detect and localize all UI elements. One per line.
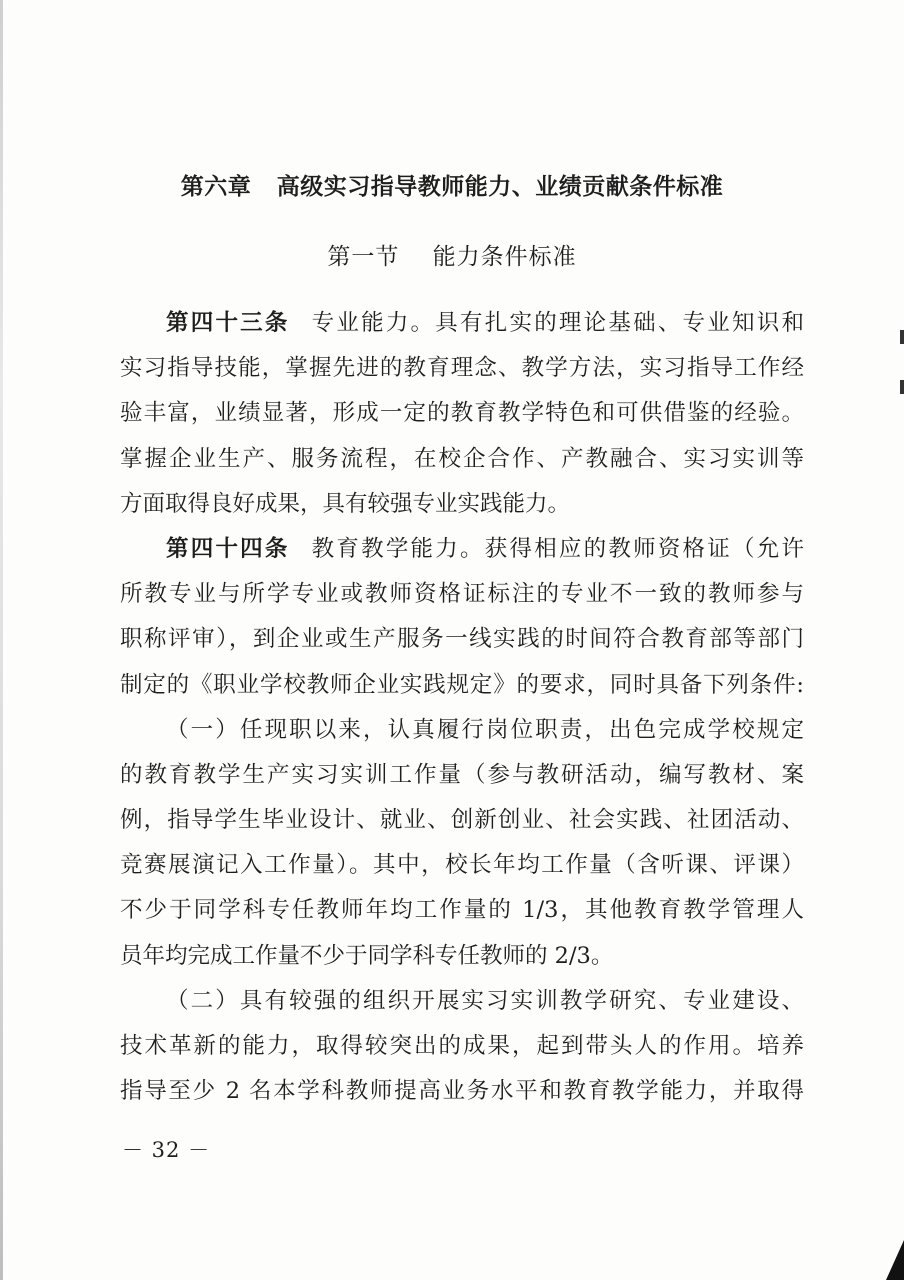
article-44-number: 第四十四条 bbox=[166, 535, 290, 562]
section-title: 第一节 能力条件标准 bbox=[327, 244, 577, 270]
article-44-line bbox=[120, 527, 804, 572]
paragraph-line: 竞赛展演记入工作量）。其中，校长年均工作量（含听课、评课） bbox=[120, 852, 804, 879]
paragraph-line: 的教育教学生产实习实训工作量（参与教研活动，编写教材、案 bbox=[120, 761, 804, 788]
paragraph-line: 技术革新的能力，取得较突出的成果，起到带头人的作用。培养 bbox=[120, 1033, 804, 1059]
paragraph-line: 职称评审），到企业或生产服务一线实践的时间符合教育部等部门 bbox=[120, 626, 804, 653]
scan-mark bbox=[900, 380, 904, 394]
document-body bbox=[120, 301, 804, 1114]
article-43-text: 专业能力。具有扎实的理论基础、专业知识和 bbox=[311, 310, 804, 336]
chapter-title: 第六章 高级实习指导教师能力、业绩贡献条件标准 bbox=[180, 174, 724, 200]
paragraph-line: 验丰富，业绩显著，形成一定的教育教学特色和可供借鉴的经验。 bbox=[120, 400, 804, 427]
paragraph-line: 所教专业与所学专业或教师资格证标注的专业不一致的教师参与 bbox=[120, 581, 804, 608]
paragraph-line: 例，指导学生毕业设计、就业、创新创业、社会实践、社团活动、 bbox=[120, 807, 804, 834]
item-2-line: （二）具有较强的组织开展实习实训教学研究、专业建设、 bbox=[166, 987, 804, 1014]
paragraph-line: 员年均完成工作量不少于同学科专任教师的 2/3。 bbox=[120, 942, 614, 969]
scan-corner bbox=[886, 1240, 904, 1280]
scan-mark bbox=[900, 330, 904, 344]
paragraph-line: 不少于同学科专任教师年均工作量的 1/3，其他教育教学管理人 bbox=[120, 897, 804, 924]
item-1-line: （一）任现职以来，认真履行岗位职责，出色完成学校规定 bbox=[166, 716, 804, 743]
article-43-number: 第四十三条 bbox=[166, 310, 290, 336]
paragraph-line: 制定的《职业学校教师企业实践规定》的要求，同时具备下列条件: bbox=[120, 671, 804, 698]
paragraph-line: 指导至少 2 名本学科教师提高业务水平和教育教学能力，并取得 bbox=[120, 1078, 804, 1105]
article-43-line bbox=[120, 301, 804, 346]
paragraph-line: 实习指导技能，掌握先进的教育理念、教学方法，实习指导工作经 bbox=[120, 355, 804, 382]
paragraph-line: 方面取得良好成果，具有较强专业实践能力。 bbox=[120, 490, 571, 517]
paragraph-line: 掌握企业生产、服务流程，在校企合作、产教融合、实习实训等 bbox=[120, 445, 804, 472]
article-44-text: 教育教学能力。获得相应的教师资格证（允许 bbox=[311, 535, 804, 562]
page-number: － 32 － bbox=[122, 1138, 211, 1162]
